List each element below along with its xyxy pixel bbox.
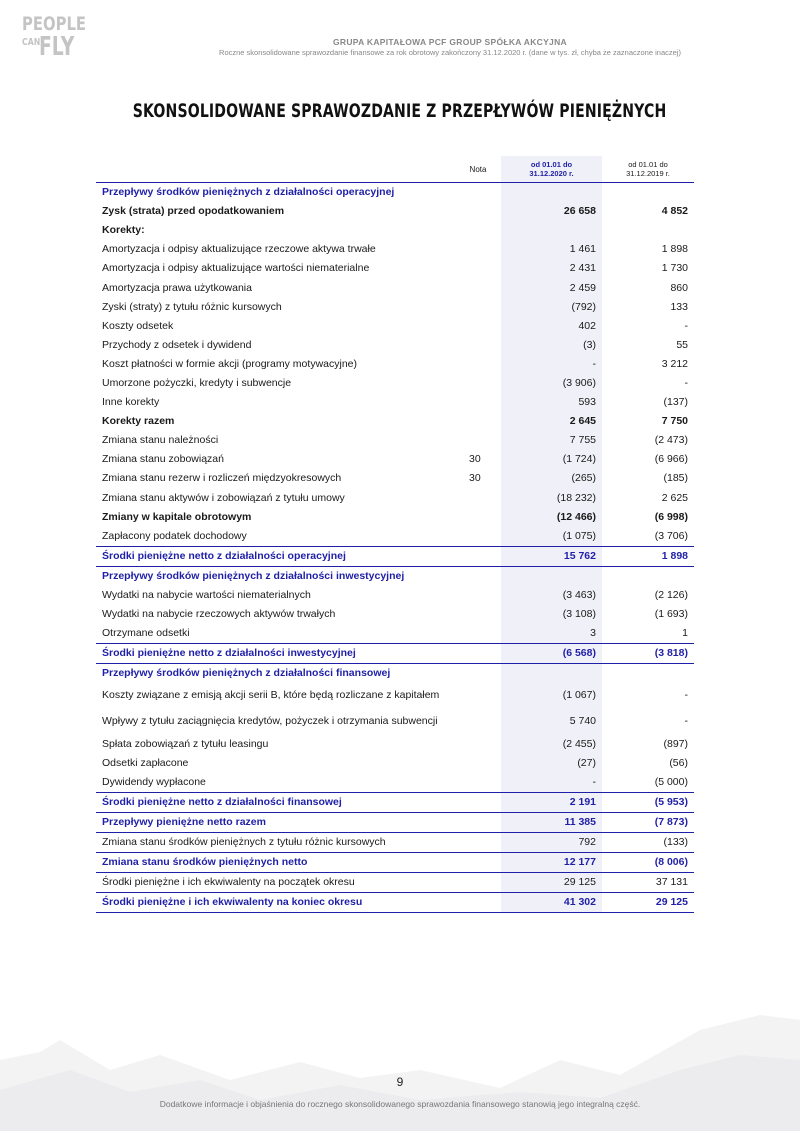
row-label: Zmiana stanu rezerw i rozliczeń międzyokresowych [102,472,342,485]
row-label: Korekty: [102,224,145,237]
table-row [96,546,694,566]
row-nota [455,773,501,793]
table-row [96,566,694,586]
row-value-2020: (1 067) [501,683,602,709]
row-value-2019: (6 966) [654,453,688,466]
row-label: Amortyzacja prawa użytkowania [102,281,252,294]
row-nota [455,735,501,754]
header-period-2019-a: od 01.01 do [628,160,668,169]
row-value-2020: 5 740 [501,709,602,735]
row-value-2020: 792 [501,832,602,852]
row-value-2020: (265) [501,469,602,488]
row-label: Amortyzacja i odpisy aktualizujące rzeczowe aktywa trwałe [102,243,376,256]
row-label: Koszty związane z emisją akcji serii B, które będą rozliczane z kapitałem [102,689,440,702]
row-nota [455,624,501,644]
header-label-cell [96,156,455,183]
table-row [96,605,694,624]
row-value-2020: 41 302 [501,892,602,912]
row-label: Dywidendy wypłacone [102,776,206,789]
row-label: Koszty odsetek [102,319,174,332]
logo-line-fly: FLY [39,32,75,62]
table-row [96,336,694,355]
row-nota [455,812,501,832]
table-row [96,832,694,852]
page-footer: Dodatkowe informacje i objaśnienia do rocznego skonsolidowanego sprawozdania finansowego stanowią jego integralną część. [159,1099,641,1109]
row-value-2020: 2 645 [501,412,602,431]
row-value-2019: (137) [663,396,688,409]
row-value-2020: (27) [501,754,602,773]
row-value-2020: (1 075) [501,527,602,547]
row-nota [455,832,501,852]
row-nota [455,240,501,259]
row-nota [455,793,501,813]
row-label: Zmiana stanu zobowiązań [102,453,224,466]
table-row [96,374,694,393]
row-value-2019: 3 212 [661,357,688,370]
row-nota [455,278,501,297]
row-value-2020: (12 466) [501,508,602,527]
logo-line-people: PEOPLE [22,13,87,35]
table-row [96,298,694,317]
row-value-2020: 402 [501,317,602,336]
row-value-2020: 11 385 [501,812,602,832]
row-nota [455,412,501,431]
row-value-2020: (3 463) [501,586,602,605]
header-period-2019 [602,156,694,183]
table-row [96,183,694,203]
table-row [96,709,694,735]
row-value-2019: (7 873) [602,812,694,832]
row-value-2020: 3 [501,624,602,644]
row-value-2020: 2 459 [501,278,602,297]
table-row [96,852,694,872]
row-nota [455,508,501,527]
row-value-2019: (56) [669,756,688,769]
row-value-2019: 7 750 [661,415,688,428]
row-label: Korekty razem [102,415,175,428]
row-value-2019: (3 706) [654,529,688,542]
row-nota: 30 [469,472,481,485]
row-nota [455,527,501,547]
row-value-2019: (5 953) [602,793,694,813]
row-value-2019: 37 131 [655,875,688,888]
table-row [96,812,694,832]
row-value-2019 [602,663,694,683]
row-value-2020: (18 232) [501,489,602,508]
row-nota [455,566,501,586]
row-value-2020: 15 762 [501,546,602,566]
row-value-2019: - [684,715,688,728]
row-value-2020: 2 191 [501,793,602,813]
row-value-2019: 133 [670,300,688,313]
row-label: Przepływy pieniężne netto razem [96,812,455,832]
row-label: Inne korekty [102,396,160,409]
row-nota [455,586,501,605]
table-row [96,240,694,259]
table-row [96,754,694,773]
row-nota [455,489,501,508]
logo-line-can: CAN [22,37,41,48]
row-label: Zmiana stanu środków pieniężnych z tytułu różnic kursowych [102,835,386,848]
row-value-2019: 4 852 [661,205,688,218]
row-value-2019: 2 625 [661,491,688,504]
row-label: Otrzymane odsetki [102,626,190,639]
row-value-2020: 26 658 [501,202,602,221]
row-label: Zmiana stanu należności [102,434,219,447]
row-value-2019 [602,221,694,240]
row-value-2019: 55 [676,338,688,351]
row-nota [455,754,501,773]
table-row [96,393,694,412]
table-row [96,892,694,912]
company-logo [22,14,92,72]
row-value-2020: 12 177 [501,852,602,872]
row-value-2019: 1 [682,626,688,639]
row-nota [455,892,501,912]
row-value-2019: 29 125 [602,892,694,912]
row-value-2019 [602,183,694,203]
row-value-2020 [501,221,602,240]
header-period-2020 [501,156,602,183]
row-label: Przepływy środków pieniężnych z działalności operacyjnej [102,186,395,199]
table-row [96,663,694,683]
row-nota [455,202,501,221]
row-value-2020: 7 755 [501,431,602,450]
row-value-2019: 860 [670,281,688,294]
row-label: Przepływy środków pieniężnych z działalności inwestycyjnej [102,569,405,582]
row-nota [455,852,501,872]
row-value-2019: 1 898 [661,243,688,256]
row-value-2019: 1 898 [602,546,694,566]
row-nota [455,605,501,624]
row-value-2020: - [501,355,602,374]
row-nota [455,683,501,709]
table-row [96,793,694,813]
row-nota [455,546,501,566]
row-value-2020 [501,183,602,203]
row-value-2020: (2 455) [501,735,602,754]
row-value-2020: - [501,773,602,793]
table-row [96,773,694,793]
header-nota: Nota [455,156,501,183]
row-value-2019: (5 000) [654,776,688,789]
row-nota [455,221,501,240]
table-row [96,259,694,278]
table-row [96,278,694,297]
row-label: Środki pieniężne i ich ekwiwalenty na początek okresu [102,875,355,888]
table-row [96,450,694,469]
row-value-2020: (1 724) [501,450,602,469]
table-row [96,469,694,488]
header-period-2019-b: 31.12.2019 r. [626,169,670,178]
table-row [96,683,694,709]
row-value-2020 [501,663,602,683]
table-row [96,355,694,374]
row-value-2020: 1 461 [501,240,602,259]
table-row [96,527,694,547]
header-subtitle: Roczne skonsolidowane sprawozdanie finansowe za rok obrotowy zakończony 31.12.2020 r. (dane w tys. zł, chyba że zaznaczone inaczej) [219,48,681,57]
table-row [96,735,694,754]
table-row [96,317,694,336]
row-value-2020: 593 [501,393,602,412]
table-header-row [96,156,694,183]
row-value-2019: - [684,689,688,702]
row-label: Zyski (straty) z tytułu różnic kursowych [102,300,282,313]
mountain-background [0,1000,800,1131]
row-value-2020: 2 431 [501,259,602,278]
row-nota [455,709,501,735]
row-nota [455,374,501,393]
row-label: Spłata zobowiązań z tytułu leasingu [102,737,269,750]
row-label: Odsetki zapłacone [102,756,189,769]
row-nota [455,355,501,374]
row-value-2019: (6 998) [654,510,688,523]
row-nota [455,183,501,203]
row-label: Zapłacony podatek dochodowy [102,529,247,542]
row-nota [455,393,501,412]
table-row [96,586,694,605]
row-nota [455,872,501,892]
row-value-2019: (3 818) [602,643,694,663]
row-value-2019: - [684,319,688,332]
row-label: Zmiany w kapitale obrotowym [102,510,252,523]
row-value-2020: 29 125 [501,872,602,892]
header-period-2020-b: 31.12.2020 r. [529,169,574,178]
row-label: Przepływy środków pieniężnych z działalności finansowej [102,666,391,679]
row-nota [455,431,501,450]
table-body [96,183,694,913]
row-value-2019: - [684,376,688,389]
row-value-2019 [602,566,694,586]
table-row [96,624,694,644]
row-value-2020: (3) [501,336,602,355]
row-value-2019: (185) [663,472,688,485]
table-row [96,412,694,431]
row-nota [455,298,501,317]
row-label: Zmiana stanu aktywów i zobowiązań z tytułu umowy [102,491,345,504]
row-label: Środki pieniężne netto z działalności operacyjnej [96,546,455,566]
row-value-2019: (1 693) [654,607,688,620]
table-row [96,431,694,450]
header-period-2020-a: od 01.01 do [530,160,573,169]
row-value-2019: (133) [663,835,688,848]
row-label: Środki pieniężne netto z działalności inwestycyjnej [96,643,455,663]
row-nota [455,663,501,683]
row-label: Amortyzacja i odpisy aktualizujące wartości niematerialne [102,262,370,275]
row-nota [455,643,501,663]
row-nota [455,259,501,278]
table-row [96,643,694,663]
row-label: Środki pieniężne i ich ekwiwalenty na koniec okresu [96,892,455,912]
row-value-2020: (3 108) [501,605,602,624]
row-value-2019: (897) [663,737,688,750]
row-label: Zysk (strata) przed opodatkowaniem [102,205,285,218]
row-label: Koszt płatności w formie akcji (programy motywacyjne) [102,357,357,370]
table-row [96,872,694,892]
table-row [96,202,694,221]
row-label: Wydatki na nabycie rzeczowych aktywów trwałych [102,607,336,620]
row-label: Wydatki na nabycie wartości niematerialnych [102,588,311,601]
row-value-2020 [501,566,602,586]
cash-flow-table [96,156,694,913]
page-title-text: SKONSOLIDOWANE SPRAWOZDANIE Z PRZEPŁYWÓW PIENIĘŻNYCH [133,100,667,122]
row-label: Środki pieniężne netto z działalności finansowej [96,793,455,813]
row-value-2019: (8 006) [602,852,694,872]
table-row [96,508,694,527]
row-label: Wpływy z tytułu zaciągnięcia kredytów, pożyczek i otrzymania subwencji [102,715,438,728]
row-nota [455,317,501,336]
row-value-2019: (2 126) [654,588,688,601]
table-row [96,489,694,508]
row-nota [455,336,501,355]
page-number: 9 [396,1075,404,1089]
header-company: GRUPA KAPITAŁOWA PCF GROUP SPÓŁKA AKCYJNA [333,37,567,47]
row-label: Przychody z odsetek i dywidend [102,338,252,351]
row-value-2019: (2 473) [654,434,688,447]
row-value-2020: (6 568) [501,643,602,663]
row-label: Umorzone pożyczki, kredyty i subwencje [102,376,292,389]
row-value-2020: (792) [501,298,602,317]
row-value-2020: (3 906) [501,374,602,393]
row-nota: 30 [469,453,481,466]
row-value-2019: 1 730 [661,262,688,275]
table-row [96,221,694,240]
row-label: Zmiana stanu środków pieniężnych netto [96,852,455,872]
page-title [0,100,800,122]
